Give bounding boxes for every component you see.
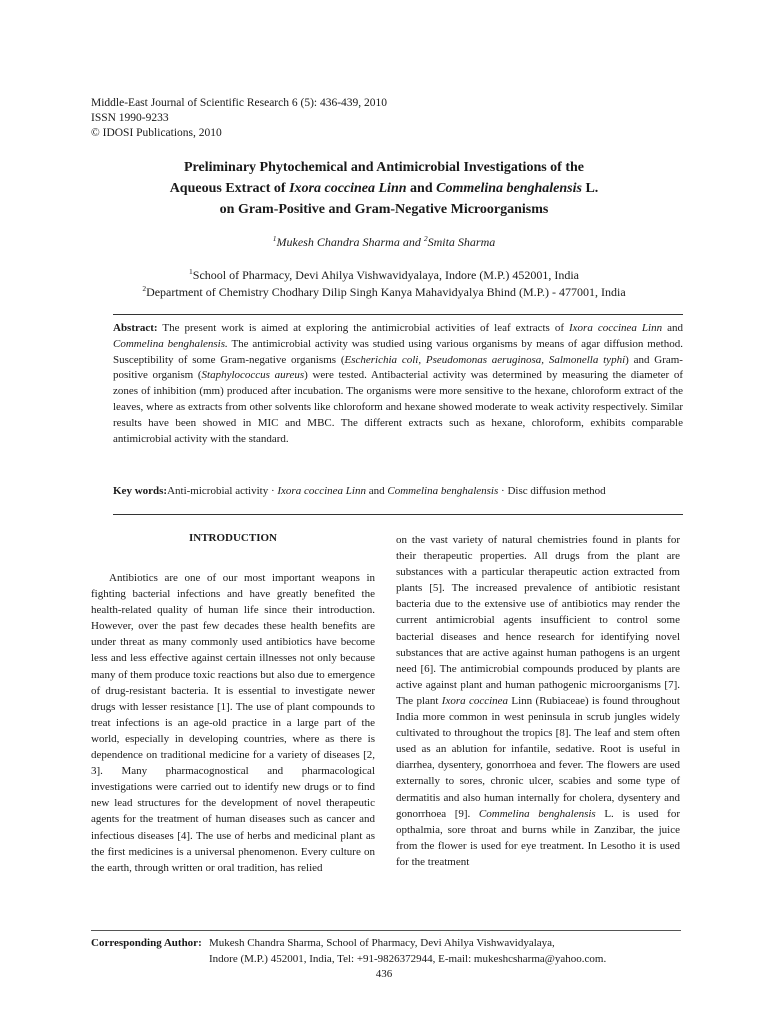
corresponding-author-line-2: Indore (M.P.) 452001, India, Tel: +91-9826372944, E-mail: mukeshcsharma@yahoo.com. bbox=[209, 953, 607, 965]
abstract-text: The present work is aimed at exploring the antimicrobial activities of leaf extracts of bbox=[157, 322, 570, 334]
title-line-3: on Gram-Positive and Gram-Negative Microorganisms bbox=[219, 202, 549, 217]
keyword-species: Ixora coccinea Linn bbox=[277, 485, 366, 497]
body-text: Linn (Rubiaceae) is found throughout India more common in west peninsula in scrub jungles widely cultivated to throughout the tropics [8]. The leaf and stem often used as an ablution for infantile, sedative. Root is useful in diarrhea, dysentery, gonorrhoea and fever. The flowers are used externally to sores, chronic ulcer, scabies and some type of dermatitis and also human internally for cholera, dysentery and gonorrhoea [9]. bbox=[396, 694, 680, 820]
abstract-text: ) and Gram-positive organism ( bbox=[113, 353, 683, 382]
keyword: Disc diffusion method bbox=[507, 485, 606, 497]
journal-issn: ISSN 1990-9233 bbox=[91, 112, 169, 124]
abstract-species: Escherichia coli, Pseudomonas aeruginosa, Salmonella typhi bbox=[344, 353, 626, 366]
author-sup: 1 bbox=[272, 234, 277, 243]
body-species: Ixora coccinea bbox=[441, 694, 509, 707]
author-sup: 2 bbox=[423, 234, 428, 243]
intro-paragraph: Antibiotics are one of our most important weapons in fighting bacterial infections and have greatly benefited the health-related quality of human life since their introduction. However, over the past few decades these health benefits are under threat as many commonly used antibiotics have become less and less effective against certain illnesses not only because many of them produce toxic reactions but also due to emergence of drug-resistant bacteria. It is essential to investigate newer drugs with lesser resistance [1]. The use of plant compounds to treat infections is an age-old practice in a large part of the world, especially in developing countries, where as there is dependence on traditional medicine for a variety of diseases [2, 3]. Many pharmacognostical and pharmacological investigations were carried out to identify new drugs or to find new lead structures for the development of novel therapeutic agents for the treatment of human diseases such as cancer and infectious diseases [4]. The use of herbs and medicinal plant as the first medicines is a universal phenomenon. Every culture on the earth, through written or oral tradition, has relied bbox=[91, 572, 375, 874]
author-name: Smita Sharma bbox=[427, 235, 496, 249]
author-list bbox=[0, 234, 768, 250]
footnote-rule bbox=[91, 930, 681, 931]
corresponding-author bbox=[91, 935, 691, 967]
keywords-label: Key words: bbox=[113, 485, 168, 497]
body-species: Commelina benghalensis bbox=[478, 807, 596, 820]
title-text: L. bbox=[581, 181, 599, 196]
keyword-separator: · bbox=[498, 485, 508, 497]
section-heading: INTRODUCTION bbox=[188, 532, 277, 544]
body-column-left bbox=[91, 530, 375, 876]
affiliation-2 bbox=[0, 284, 768, 301]
affiliation-text: Department of Chemistry Chodhary Dilip Singh Kanya Mahavidyalya Bhind (M.P.) - 477001, India bbox=[146, 285, 626, 299]
corresponding-author-line-1: Mukesh Chandra Sharma, School of Pharmacy, Devi Ahilya Vishwavidyalaya, bbox=[209, 937, 555, 949]
affiliation-sup: 2 bbox=[142, 284, 147, 293]
title-line-1: Preliminary Phytochemical and Antimicrobial Investigations of the bbox=[183, 160, 585, 175]
paper-title bbox=[100, 157, 668, 220]
abstract-text: and bbox=[662, 322, 683, 334]
body-text: L. is used for opthalmia, sore throat and burns while in Zanzibar, the juice from the flower is used for eye treatment. In Lesotho it is used for the treatment bbox=[396, 807, 680, 868]
author-name: Mukesh Chandra Sharma bbox=[276, 235, 400, 249]
journal-copyright: © IDOSI Publications, 2010 bbox=[91, 127, 222, 139]
title-line-2 bbox=[100, 178, 668, 199]
body-column-right bbox=[396, 532, 680, 870]
title-species-2: Commelina benghalensis bbox=[436, 181, 582, 196]
author-separator: and bbox=[399, 235, 424, 249]
abstract-label: Abstract: bbox=[113, 322, 158, 334]
title-text: Aqueous Extract of bbox=[169, 181, 290, 196]
page-number: 436 bbox=[375, 968, 393, 980]
title-species-1: Ixora coccinea Linn bbox=[289, 181, 407, 196]
abstract-species: Commelina benghalensis. bbox=[113, 337, 228, 350]
abstract-species: Ixora coccinea Linn bbox=[569, 322, 663, 334]
affiliations bbox=[0, 267, 768, 301]
title-text: and bbox=[406, 181, 437, 196]
corresponding-author-label: Corresponding Author: bbox=[91, 937, 202, 949]
keyword-separator: · bbox=[268, 485, 278, 497]
abstract bbox=[113, 321, 683, 447]
affiliation-1 bbox=[0, 267, 768, 284]
journal-header bbox=[91, 96, 387, 141]
abstract-species: Staphylococcus aureus bbox=[201, 369, 305, 382]
journal-citation: Middle-East Journal of Scientific Research 6 (5): 436-439, 2010 bbox=[91, 97, 388, 109]
keyword: and bbox=[365, 485, 388, 497]
body-text: on the vast variety of natural chemistries found in plants for their therapeutic properties. All drugs from the plant are substances with a particular therapeutic action extracted from plants [5]. The increased prevalence of antibiotic resistant bacteria due to the extensive use of antibiotics may render the current antimicrobial agents insufficient to control some bacterial diseases and hence research for identifying novel substances that are active against human pathogens is an urgent need [6]. The antimicrobial compounds produced by plants are active against plant and human pathogenic microorganisms [7]. The plant bbox=[396, 534, 680, 707]
abstract-top-rule bbox=[113, 314, 683, 315]
intro-paragraph-continued bbox=[396, 532, 680, 870]
corresponding-author-row bbox=[91, 935, 691, 951]
abstract-bottom-rule bbox=[113, 514, 683, 515]
keywords-list bbox=[167, 483, 683, 499]
abstract-text: ) were tested. Antibacterial activity was determined by measuring the diameter of zones of inhibition (mm) produced after incubation. The organisms were more sensitive to the hexane, chloroform extract of the leaves, where as extracts from other solvents like chloroform and hexane showed moderate to weak activity respectively. Similar results have been showed in MIC and MBC. The different extracts such as hexane, chloroform, exhibits comparable antimicrobial activity with the standard. bbox=[113, 369, 683, 445]
keyword: Anti-microbial activity bbox=[167, 485, 269, 497]
keyword-species: Commelina benghalensis bbox=[387, 485, 499, 497]
keywords bbox=[113, 483, 683, 499]
abstract-text: The antimicrobial activity was studied using various organisms by means of agar diffusion method. Susceptibility of some Gram-negative organisms ( bbox=[113, 337, 683, 366]
affiliation-sup: 1 bbox=[189, 267, 193, 276]
affiliation-text: School of Pharmacy, Devi Ahilya Vishwavidyalaya, Indore (M.P.) 452001, India bbox=[192, 268, 579, 282]
